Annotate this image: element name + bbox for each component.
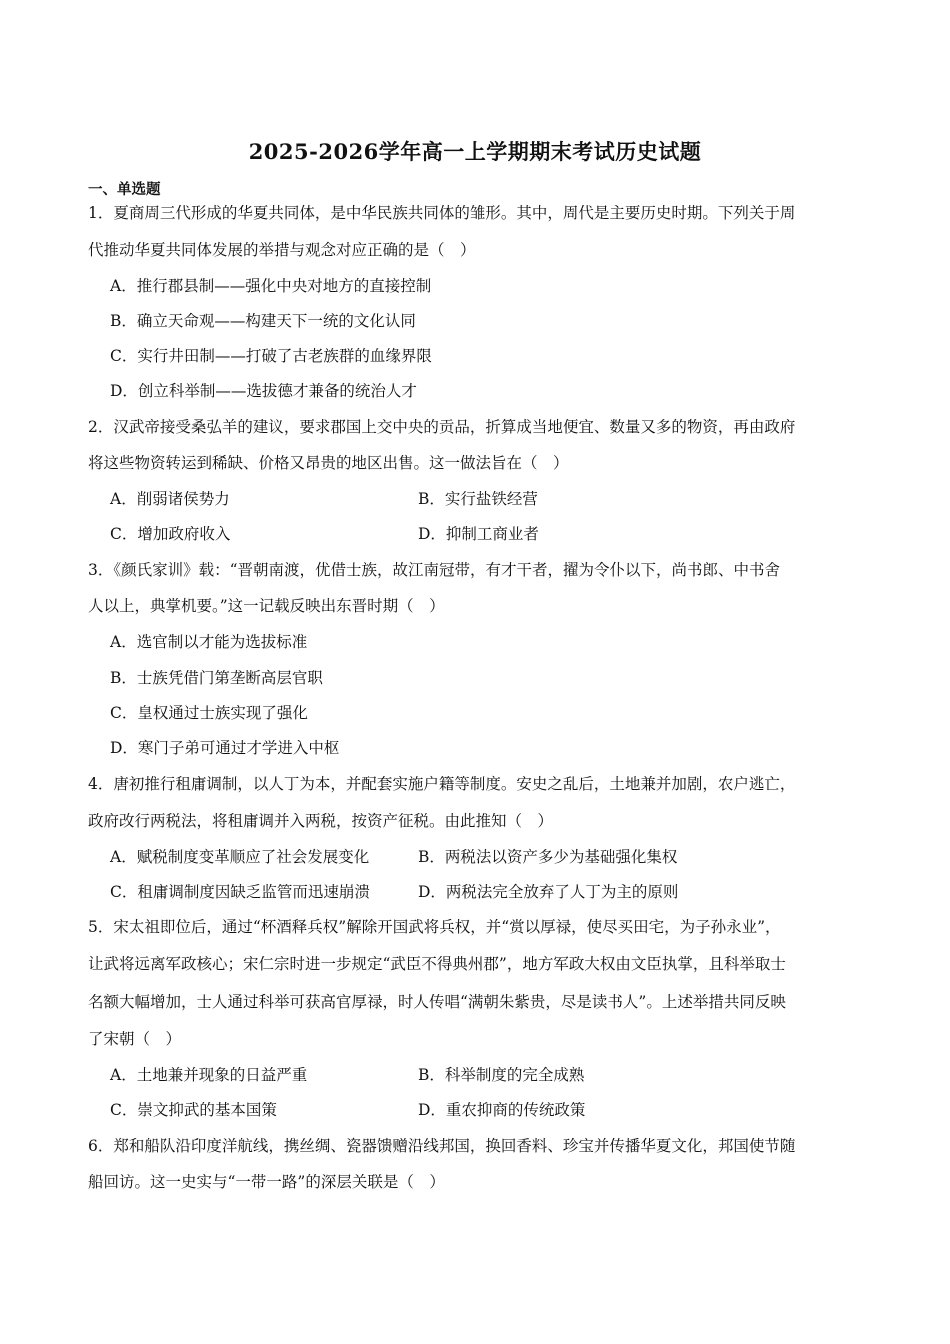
question-6-line-1: 6．郑和船队沿印度洋航线，携丝绸、瓷器馈赠沿线邦国，换回香料、珍宝并传播华夏文化，邦国使节随 bbox=[88, 1137, 796, 1155]
question-5-option-d: D．重农抑商的传统政策 bbox=[418, 1101, 586, 1119]
question-2-line-2: 将这些物资转运到稀缺、价格又昂贵的地区出售。这一做法旨在（ ） bbox=[88, 454, 569, 472]
question-1-option-b: B．确立天命观——构建天下一统的文化认同 bbox=[110, 312, 416, 330]
question-2-line-1: 2．汉武帝接受桑弘羊的建议，要求郡国上交中央的贡品，折算成当地便宜、数量又多的物资，再由政府 bbox=[88, 418, 796, 436]
question-5-option-b: B．科举制度的完全成熟 bbox=[418, 1066, 585, 1084]
question-5-line-3: 名额大幅增加，士人通过科举可获高官厚禄，时人传唱“满朝朱紫贵，尽是读书人”。上述举措共同反映 bbox=[88, 993, 786, 1011]
question-5-line-1: 5．宋太祖即位后，通过“杯酒释兵权”解除开国武将兵权，并“赏以厚禄，使尽买田宅，为子孙永业”， bbox=[88, 918, 781, 936]
question-3-option-a: A．选官制以才能为选拔标准 bbox=[110, 633, 308, 651]
question-3-option-c: C．皇权通过士族实现了强化 bbox=[110, 704, 308, 722]
question-4-line-2: 政府改行两税法，将租庸调并入两税，按资产征税。由此推知（ ） bbox=[88, 812, 554, 830]
question-3-option-b: B．士族凭借门第垄断高层官职 bbox=[110, 669, 323, 687]
question-4-option-b: B．两税法以资产多少为基础强化集权 bbox=[418, 848, 678, 866]
question-4-option-d: D．两税法完全放弃了人丁为主的原则 bbox=[418, 883, 679, 901]
question-2-option-a: A．削弱诸侯势力 bbox=[110, 490, 230, 508]
question-5-option-c: C．崇文抑武的基本国策 bbox=[110, 1101, 277, 1119]
question-3-option-d: D．寒门子弟可通过才学进入中枢 bbox=[110, 739, 340, 757]
question-4-line-1: 4．唐初推行租庸调制，以人丁为本，并配套实施户籍等制度。安史之乱后，土地兼并加剧，农户逃亡， bbox=[88, 775, 796, 793]
question-3-line-2: 人以上，典掌机要。”这一记载反映出东晋时期（ ） bbox=[88, 597, 445, 615]
question-1-option-c: C．实行井田制——打破了古老族群的血缘界限 bbox=[110, 347, 432, 365]
question-1-line-1: 1．夏商周三代形成的华夏共同体，是中华民族共同体的雏形。其中，周代是主要历史时期。下列关于周 bbox=[88, 204, 796, 222]
question-5-line-2: 让武将远离军政核心；宋仁宗时进一步规定“武臣不得典州郡”，地方军政大权由文臣执掌，且科举取士 bbox=[88, 955, 786, 973]
question-4-option-a: A．赋税制度变革顺应了社会发展变化 bbox=[110, 848, 370, 866]
question-5-option-a: A．土地兼并现象的日益严重 bbox=[110, 1066, 308, 1084]
question-2-option-b: B．实行盐铁经营 bbox=[418, 490, 538, 508]
question-1-line-2: 代推动华夏共同体发展的举措与观念对应正确的是（ ） bbox=[88, 241, 476, 259]
question-3-line-1: 3．《颜氏家训》载：“晋朝南渡，优借士族，故江南冠带，有才干者，擢为令仆以下，尚书郎、中书舍 bbox=[88, 561, 781, 579]
question-5-line-4: 了宋朝（ ） bbox=[88, 1030, 182, 1048]
question-6-line-2: 船回访。这一史实与“一带一路”的深层关联是（ ） bbox=[88, 1173, 445, 1191]
section-heading: 一、单选题 bbox=[88, 181, 161, 198]
exam-title: 2025-2026学年高一上学期期末考试历史试题 bbox=[248, 139, 702, 164]
question-1-option-d: D．创立科举制——选拔德才兼备的统治人才 bbox=[110, 382, 417, 400]
question-4-option-c: C．租庸调制度因缺乏监管而迅速崩溃 bbox=[110, 883, 370, 901]
question-2-option-d: D．抑制工商业者 bbox=[418, 525, 539, 543]
question-1-option-a: A．推行郡县制——强化中央对地方的直接控制 bbox=[110, 277, 432, 295]
question-2-option-c: C．增加政府收入 bbox=[110, 525, 231, 543]
